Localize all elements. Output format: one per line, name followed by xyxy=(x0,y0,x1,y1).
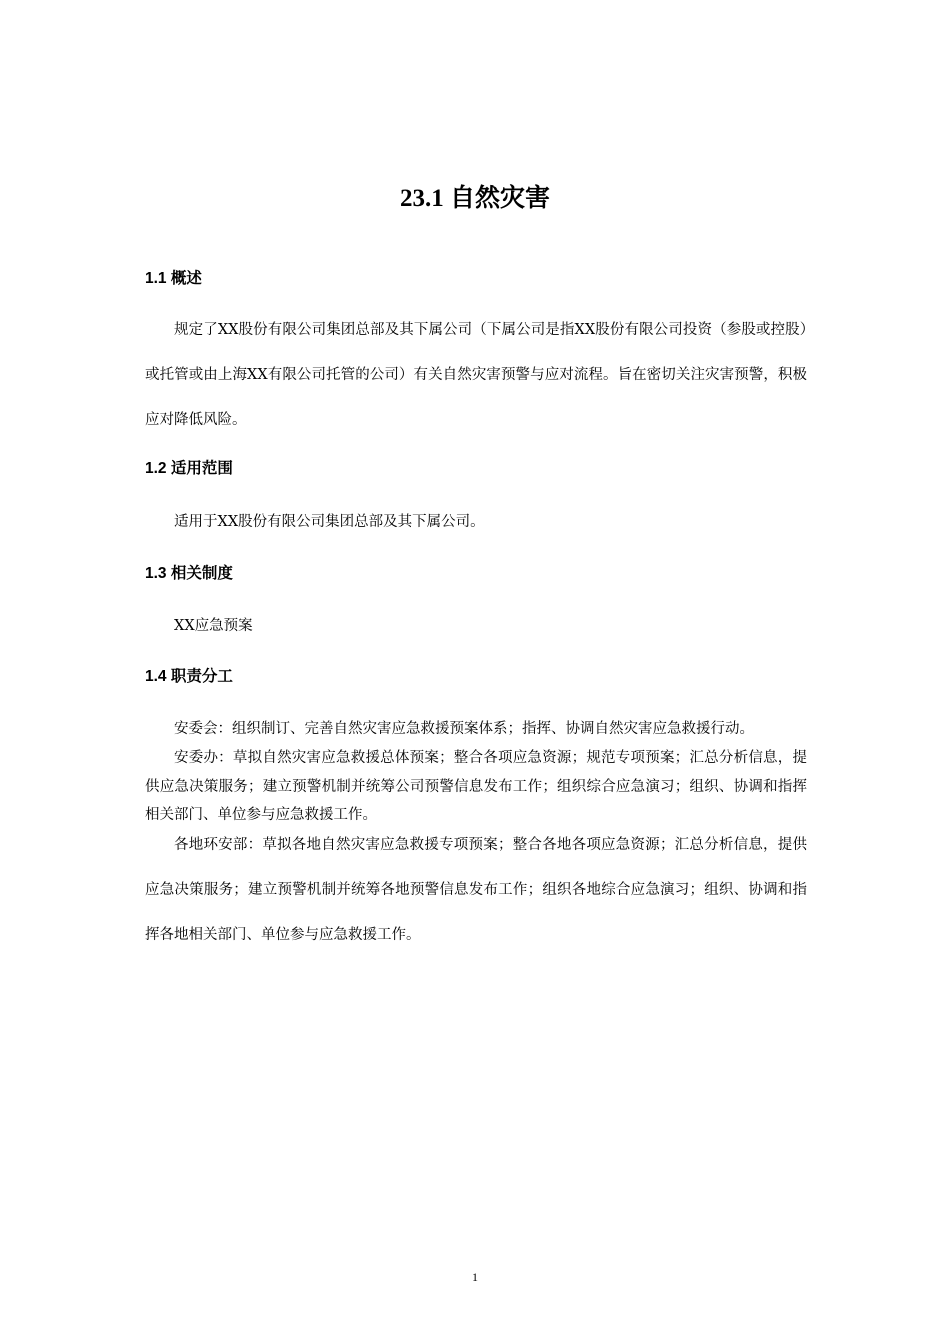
overview-paragraph: 规定了XX股份有限公司集团总部及其下属公司（下属公司是指XX股份有限公司投资（参股或控股）或托管或由上海XX有限公司托管的公司）有关自然灾害预警与应对流程。旨在密切关注灾害预警，积极应对降低风险。 xyxy=(145,322,807,428)
duty-item-office: 安委办：草拟自然灾害应急救援总体预案；整合各项应急资源；规范专项预案；汇总分析信息，提供应急决策服务；建立预警机制并统筹公司预警信息发布工作；组织综合应急演习；组织、协调和指挥相关部门、单位参与应急救援工作。 xyxy=(145,750,807,823)
scope-paragraph: 适用于XX股份有限公司集团总部及其下属公司。 xyxy=(174,514,485,530)
related-paragraph: XX应急预案 xyxy=(174,618,253,634)
duty-item-regional: 各地环安部：草拟各地自然灾害应急救援专项预案；整合各地各项应急资源；汇总分析信息，提供应急决策服务；建立预警机制并统筹各地预警信息发布工作；组织各地综合应急演习；组织、协调和指挥各地相关部门、单位参与应急救援工作。 xyxy=(145,837,807,943)
page-title: 23.1 自然灾害 xyxy=(399,185,550,212)
page-number: 1 xyxy=(472,1270,478,1284)
duty-item-committee: 安委会：组织制订、完善自然灾害应急救援预案体系；指挥、协调自然灾害应急救援行动。 xyxy=(174,721,754,737)
section-heading-scope: 1.2 适用范围 xyxy=(145,460,233,477)
section-heading-duties: 1.4 职责分工 xyxy=(145,668,233,685)
section-heading-related: 1.3 相关制度 xyxy=(145,565,233,582)
section-heading-overview: 1.1 概述 xyxy=(145,270,202,287)
